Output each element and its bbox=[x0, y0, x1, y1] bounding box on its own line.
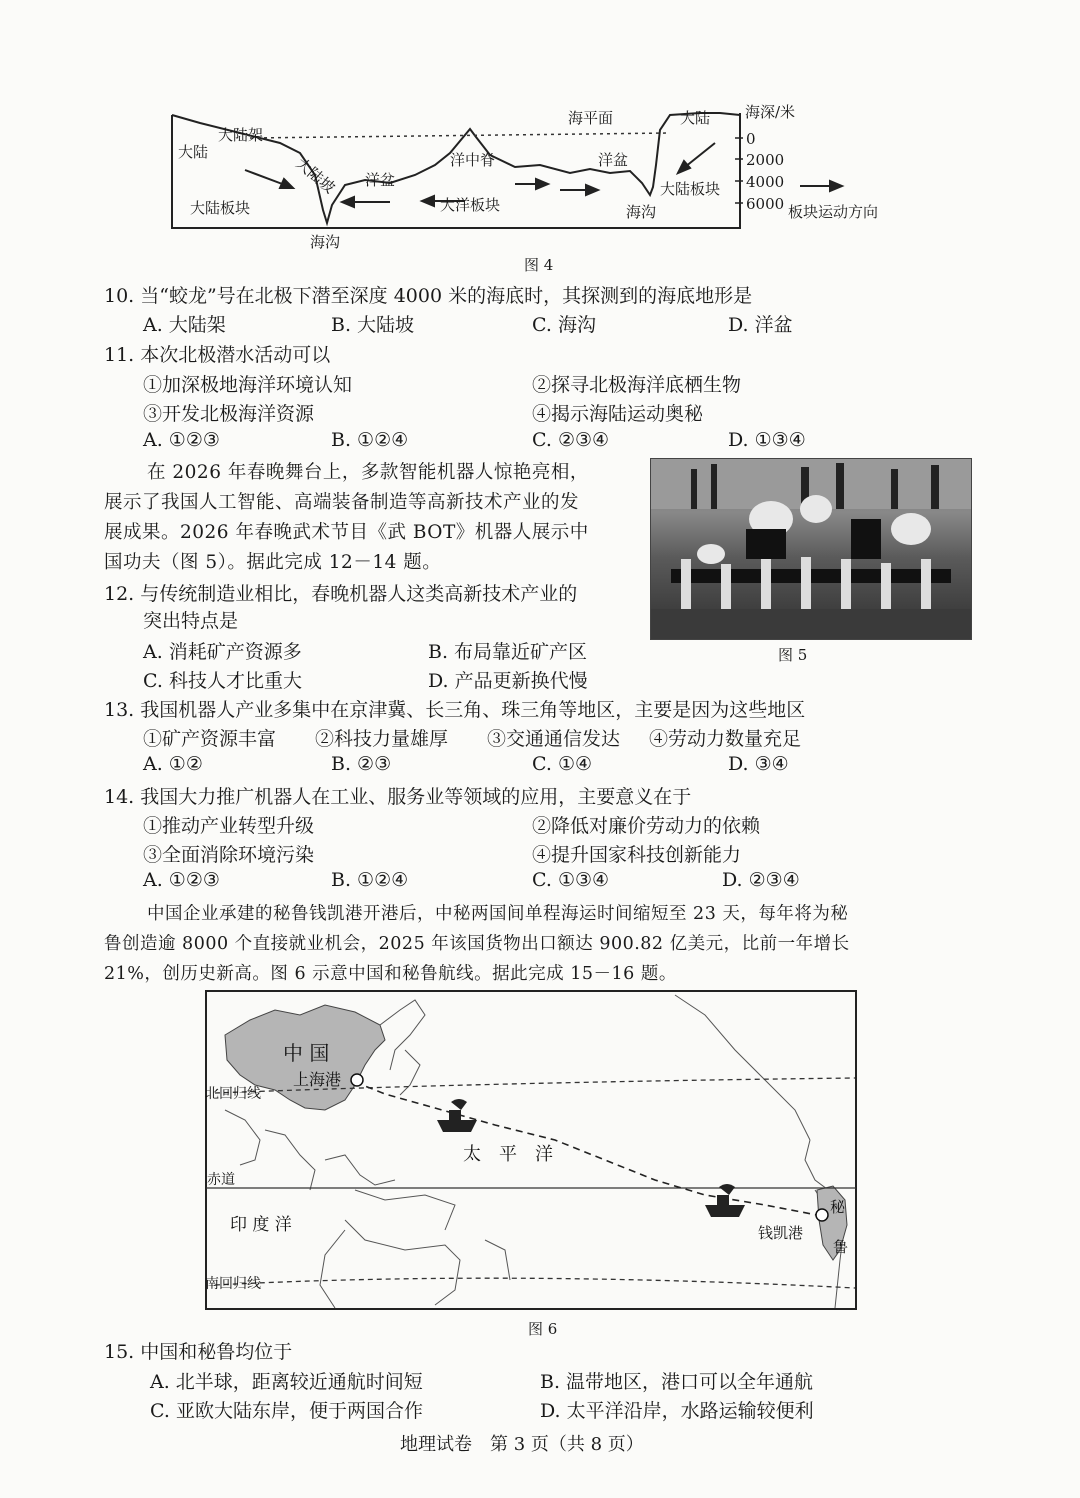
figure-5-caption: 图 5 bbox=[778, 646, 808, 664]
q13-item-1: ①矿产资源丰富 bbox=[143, 728, 277, 750]
q11-option-c: C. ②③④ bbox=[532, 429, 610, 451]
q14-item-2: ②降低对廉价劳动力的依赖 bbox=[532, 815, 761, 837]
q13-option-d: D. ③④ bbox=[728, 753, 789, 775]
label-tropic-of-capricorn: 南回归线 bbox=[205, 1276, 261, 1292]
q11-item-3: ③开发北极海洋资源 bbox=[143, 403, 315, 425]
q14-option-c: C. ①③④ bbox=[532, 869, 610, 891]
q10-option-b: B. 大陆坡 bbox=[331, 314, 415, 336]
q15-option-d: D. 太平洋沿岸，水路运输较便利 bbox=[540, 1400, 814, 1422]
q11-option-d: D. ①③④ bbox=[728, 429, 806, 451]
question-13-stem: 13. 我国机器人产业多集中在京津冀、长三角、珠三角等地区，主要是因为这些地区 bbox=[104, 699, 806, 721]
label-continental-slope: 大陆坡 bbox=[292, 154, 339, 197]
depth-tick-6000: 6000 bbox=[746, 195, 785, 213]
label-continental-plate-right: 大陆板块 bbox=[660, 180, 721, 198]
label-continental-plate-left: 大陆板块 bbox=[190, 199, 251, 217]
depth-tick-4000: 4000 bbox=[746, 173, 785, 191]
depth-tick-0: 0 bbox=[746, 130, 756, 148]
q14-item-3: ③全面消除环境污染 bbox=[143, 844, 315, 866]
label-chancay-port: 钱凯港 bbox=[758, 1224, 804, 1242]
legend-plate-motion: 板块运动方向 bbox=[788, 203, 879, 221]
q14-item-4: ④提升国家科技创新能力 bbox=[532, 844, 742, 866]
figure-6-route-map bbox=[205, 990, 857, 1310]
label-trench-left: 海沟 bbox=[310, 233, 341, 251]
passage-robots-line-2: 展示了我国人工智能、高端装备制造等高新技术产业的发 bbox=[104, 492, 580, 513]
q14-option-b: B. ①②④ bbox=[331, 869, 409, 891]
label-continent-right: 大陆 bbox=[680, 109, 711, 127]
passage-peru-line-3: 21%，创历史新高。图 6 示意中国和秘鲁航线。据此完成 15－16 题。 bbox=[104, 964, 677, 984]
chancay-port-marker bbox=[816, 1209, 828, 1221]
q11-option-b: B. ①②④ bbox=[331, 429, 409, 451]
question-12-stem-line-2: 突出特点是 bbox=[143, 610, 239, 632]
question-12-stem-line-1: 12. 与传统制造业相比，春晚机器人这类高新技术产业的 bbox=[104, 583, 578, 605]
label-pacific-ocean: 太 平 洋 bbox=[463, 1144, 553, 1165]
figure-5-robot-photo bbox=[650, 458, 972, 640]
label-oceanic-plate: 大洋板块 bbox=[440, 196, 501, 214]
label-peru-1: 秘 bbox=[830, 1198, 846, 1216]
label-continent-left: 大陆 bbox=[178, 143, 209, 161]
passage-peru-line-1: 中国企业承建的秘鲁钱凯港开港后，中秘两国间单程海运时间缩短至 23 天，每年将为秘 bbox=[147, 904, 849, 924]
label-sea-level: 海平面 bbox=[568, 109, 614, 127]
shanghai-port-marker bbox=[351, 1074, 363, 1086]
label-tropic-of-cancer: 北回归线 bbox=[205, 1086, 261, 1102]
q13-option-b: B. ②③ bbox=[331, 753, 392, 775]
q13-option-a: A. ①② bbox=[143, 753, 203, 775]
q11-item-2: ②探寻北极海洋底栖生物 bbox=[532, 374, 742, 396]
question-11-stem: 11. 本次北极潜水活动可以 bbox=[104, 344, 331, 366]
question-10-stem: 10. 当“蛟龙”号在北极下潜至深度 4000 米的海底时，其探测到的海底地形是 bbox=[104, 285, 753, 307]
passage-robots-line-4: 国功夫（图 5）。据此完成 12－14 题。 bbox=[104, 552, 442, 573]
label-equator: 赤道 bbox=[207, 1172, 235, 1188]
label-ocean-basin-left: 洋盆 bbox=[365, 171, 396, 189]
label-indian-ocean: 印 度 洋 bbox=[230, 1215, 292, 1235]
passage-robots-line-3: 展成果。2026 年春晚武术节目《武 BOT》机器人展示中 bbox=[104, 522, 589, 543]
q13-option-c: C. ①④ bbox=[532, 753, 593, 775]
q10-option-a: A. 大陆架 bbox=[143, 314, 226, 336]
q15-option-b: B. 温带地区，港口可以全年通航 bbox=[540, 1371, 814, 1393]
q14-item-1: ①推动产业转型升级 bbox=[143, 815, 315, 837]
q13-item-2: ②科技力量雄厚 bbox=[315, 728, 449, 750]
label-peru-2: 鲁 bbox=[833, 1238, 849, 1256]
question-14-stem: 14. 我国大力推广机器人在工业、服务业等领域的应用，主要意义在于 bbox=[104, 786, 692, 808]
q13-item-4: ④劳动力数量充足 bbox=[649, 728, 802, 750]
q10-option-c: C. 海沟 bbox=[532, 314, 596, 336]
label-shanghai-port: 上海港 bbox=[293, 1070, 342, 1089]
q12-option-d: D. 产品更新换代慢 bbox=[428, 670, 588, 692]
page-footer: 地理试卷 第 3 页（共 8 页） bbox=[400, 1434, 644, 1455]
label-china: 中 国 bbox=[283, 1041, 330, 1065]
figure-4-seafloor-profile bbox=[160, 95, 900, 255]
question-15-stem: 15. 中国和秘鲁均位于 bbox=[104, 1341, 293, 1363]
q14-option-d: D. ②③④ bbox=[722, 869, 800, 891]
label-trench-right: 海沟 bbox=[626, 203, 657, 221]
q11-option-a: A. ①②③ bbox=[143, 429, 220, 451]
q12-option-b: B. 布局靠近矿产区 bbox=[428, 641, 588, 663]
depth-tick-2000: 2000 bbox=[746, 151, 785, 169]
q10-option-d: D. 洋盆 bbox=[728, 314, 793, 336]
label-mid-ocean-ridge: 洋中脊 bbox=[450, 151, 496, 169]
passage-robots-line-1: 在 2026 年春晚舞台上，多款智能机器人惊艳亮相， bbox=[147, 462, 589, 483]
q15-option-a: A. 北半球，距离较近通航时间短 bbox=[150, 1371, 423, 1393]
q11-item-1: ①加深极地海洋环境认知 bbox=[143, 374, 353, 396]
passage-peru-line-2: 鲁创造逾 8000 个直接就业机会，2025 年该国货物出口额达 900.82 亿美元，比前一年增长 bbox=[104, 934, 850, 954]
figure-6-caption: 图 6 bbox=[528, 1320, 558, 1338]
q15-option-c: C. 亚欧大陆东岸，便于两国合作 bbox=[150, 1400, 423, 1422]
q12-option-c: C. 科技人才比重大 bbox=[143, 670, 302, 692]
q13-item-3: ③交通通信发达 bbox=[487, 728, 621, 750]
q12-option-a: A. 消耗矿产资源多 bbox=[143, 641, 302, 663]
q14-option-a: A. ①②③ bbox=[143, 869, 220, 891]
figure-4-caption: 图 4 bbox=[524, 256, 554, 274]
label-continental-shelf: 大陆架 bbox=[218, 126, 264, 144]
depth-axis-title: 海深/米 bbox=[745, 103, 796, 121]
q11-item-4: ④揭示海陆运动奥秘 bbox=[532, 403, 704, 425]
label-ocean-basin-right: 洋盆 bbox=[598, 151, 629, 169]
